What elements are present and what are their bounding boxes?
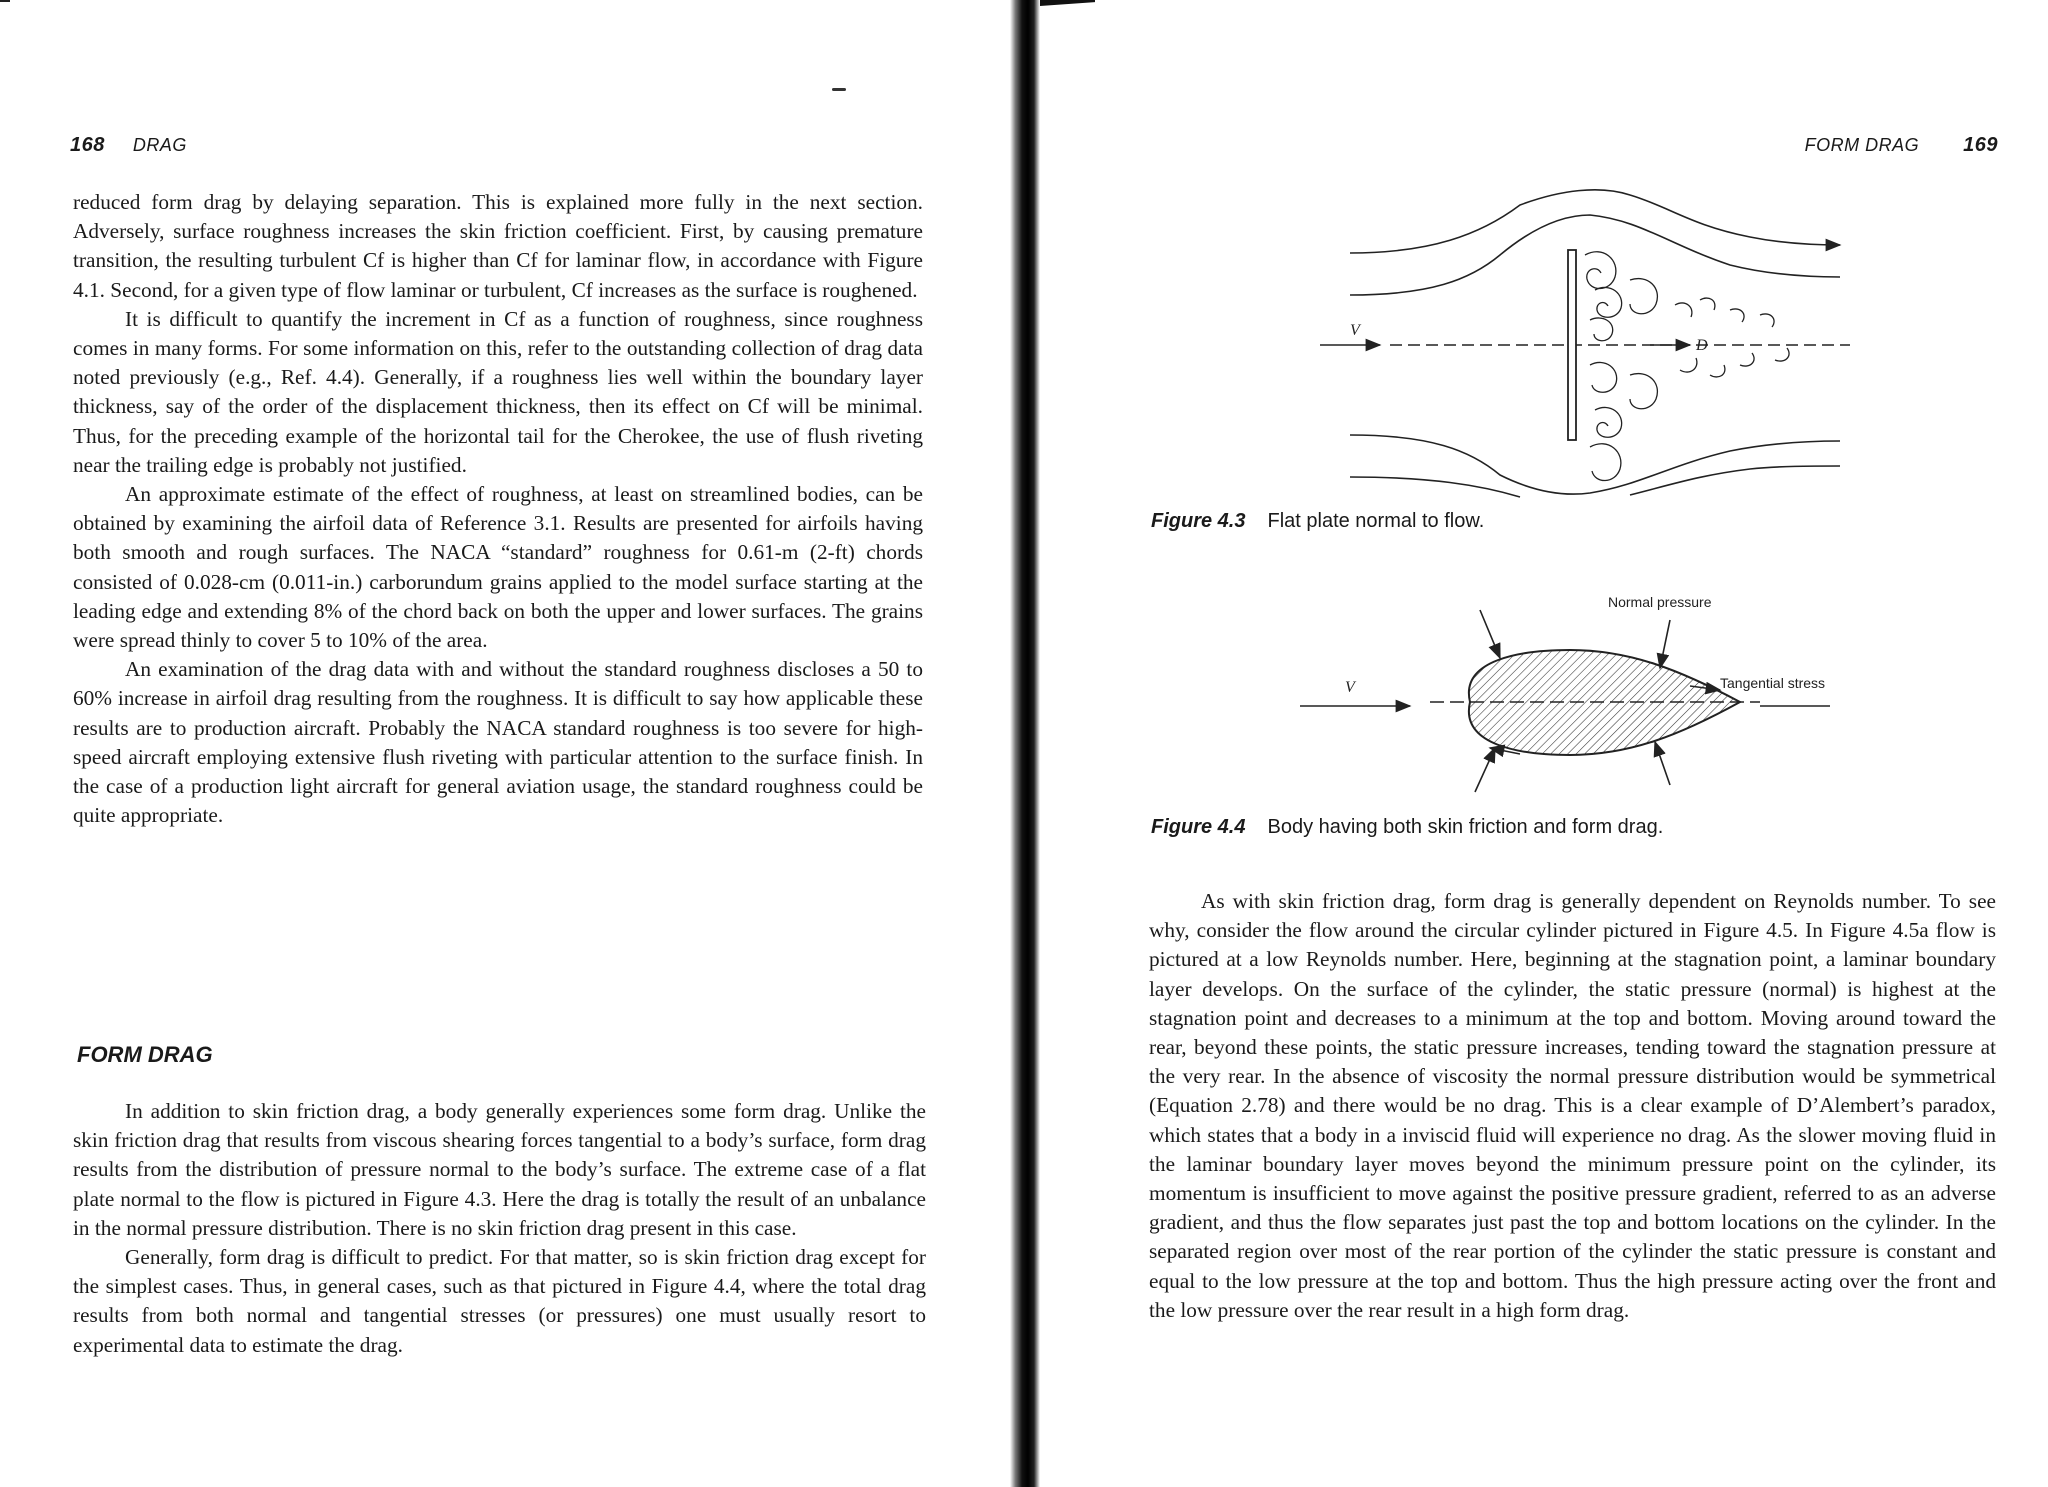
normal-pressure-arrow — [1660, 620, 1670, 668]
running-head-left — [70, 134, 187, 157]
streamline — [1350, 477, 1520, 497]
wake-eddy — [1680, 358, 1697, 372]
figure-4-3-d-label: D — [1696, 337, 1708, 354]
figure-4-3-number: Figure 4.3 — [1151, 510, 1246, 532]
wake-eddy — [1775, 348, 1789, 361]
wake-eddy — [1675, 303, 1692, 317]
running-title-right: FORM DRAG — [1804, 135, 1920, 155]
wake-vortex — [1585, 252, 1616, 289]
normal-pressure-arrow — [1480, 610, 1500, 658]
normal-pressure-arrow — [1655, 742, 1670, 785]
left-page — [0, 0, 1010, 1487]
flat-plate — [1568, 250, 1576, 440]
figure-4-4-caption-text: Body having both skin friction and form drag. — [1267, 816, 1664, 838]
wake-vortex — [1595, 407, 1622, 437]
streamline — [1630, 466, 1840, 495]
streamline — [1350, 215, 1840, 295]
wake-eddy — [1760, 314, 1774, 327]
wake-vortex — [1595, 287, 1622, 317]
section-heading-form-drag: FORM DRAG — [77, 1042, 213, 1067]
figure-4-3-caption-text: Flat plate normal to flow. — [1267, 510, 1485, 532]
figure-4-4-caption — [1151, 816, 1663, 839]
wake-eddy — [1700, 298, 1715, 310]
wake-eddy — [1710, 365, 1725, 377]
paragraph: An examination of the drag data with and without the standard roughness discloses a 50 to 60% increase in airfoil drag resulting from the roughness. It is difficult to say how applicable these results are to production aircraft. Probably the NACA standard roughness is too severe for high-speed aircraft employing extensive flush riveting with particular attention to the surface finish. In the case of a production light aircraft for general aviation usage, the standard roughness could be quite appropriate. — [73, 657, 923, 828]
left-text-block-top — [73, 188, 923, 830]
figure-4-4-body-diagram — [1290, 590, 1870, 800]
normal-pressure-arrow — [1475, 748, 1495, 792]
wake-vortex — [1590, 362, 1617, 392]
figure-4-3-caption — [1151, 510, 1484, 533]
book-gutter — [1010, 0, 1040, 1487]
figure-4-4-tangential-stress-label: Tangential stress — [1720, 675, 1826, 691]
figure-4-4-normal-pressure-label: Normal pressure — [1608, 594, 1712, 610]
paragraph: It is difficult to quantify the increment in Cf as a function of roughness, since roughness comes in many forms. For some information on this, refer to the outstanding collection of drag data noted previously (e.g., Ref. 4.4). Generally, if a roughness lies well within the boundary layer thickness, say of the order of the displacement thickness, then its effect on Cf will be minimal. Thus, for the preceding example of the horizontal tail for the Cherokee, the use of flush riveting near the trailing edge is probably not justified. — [73, 306, 923, 477]
paragraph: Generally, form drag is difficult to predict. For that matter, so is skin friction drag except for the simplest cases. Thus, in general cases, such as that pictured in Figure 4.4, where the total drag results from both normal and tangential stresses (or pressures) one must usually resort to experimental data to estimate the drag. — [73, 1245, 926, 1357]
figure-4-4-v-label: V — [1345, 679, 1355, 696]
wake-vortex — [1630, 279, 1657, 314]
wake-eddy — [1740, 353, 1754, 366]
paragraph: In addition to skin friction drag, a body generally experiences some form drag. Unlike the skin friction drag that results from viscous shearing forces tangential to a body’s surface, form drag results from the distribution of pressure normal to the body’s surface. The extreme case of a flat plate normal to the flow is pictured in Figure 4.3. Here the drag is totally the result of an unbalance in the normal pressure distribution. There is no skin friction drag present in this case. — [73, 1099, 926, 1240]
paragraph: reduced form drag by delaying separation. This is explained more fully in the next section. Adversely, surface roughness increases the skin friction coefficient. First, by causing premature transition, the resulting turbulent Cf is higher than Cf for laminar flow, in accordance with Figure 4.1. Second, for a given type of flow laminar or turbulent, Cf increases as the surface is roughened. — [73, 190, 923, 302]
paragraph: An approximate estimate of the effect of roughness, at least on streamlined bodies, can be obtained by examining the airfoil data of Reference 3.1. Results are presented for airfoils having both smooth and rough surfaces. The NACA “standard” roughness for 0.61-m (2-ft) chords consisted of 0.028-cm (0.011-in.) carborundum grains applied to the model surface starting at the leading edge and extending 8% of the chord back on both the upper and lower surfaces. The grains were spread thinly to cover 5 to 10% of the area. — [73, 482, 923, 653]
streamline — [1350, 190, 1840, 253]
running-head-right — [1805, 134, 1998, 157]
wake-eddy — [1730, 309, 1744, 322]
scan-speck — [832, 88, 846, 91]
streamline — [1350, 435, 1840, 494]
running-title-left: DRAG — [132, 135, 187, 155]
page-number-right: 169 — [1963, 134, 1998, 156]
left-text-block-bottom — [73, 1097, 926, 1360]
page-number-left: 168 — [70, 134, 105, 156]
paragraph: As with skin friction drag, form drag is generally dependent on Reynolds number. To see why, consider the flow around the circular cylinder pictured in Figure 4.5. In Figure 4.5a flow is pictured at a low Reynolds number. Here, beginning at the stagnation point, a laminar boundary layer develops. On the surface of the cylinder, the static pressure (normal) is highest at the stagnation point and decreases to a minimum at the top and bottom. Moving around toward the rear, beyond these points, the static pressure increases, tending toward the stagnation pressure at the very rear. In the absence of viscosity the normal pressure distribution would be symmetrical (Equation 2.78) and there would be no drag. This is a clear example of D’Alembert’s paradox, which states that a body in a inviscid fluid will experience no drag. As the slower moving fluid in the laminar boundary layer moves beyond the minimum pressure point on the cylinder, its momentum is insufficient to move against the positive pressure gradient, referred to as an adverse gradient, and thus the flow separates just past the top and bottom locations on the cylinder. In the separated region over most of the rear portion of the cylinder the static pressure is constant and equal to the low pressure at the top and bottom. Thus the high pressure acting over the front and the low pressure over the rear result in a high form drag. — [1149, 889, 1996, 1322]
wake-vortex — [1630, 374, 1657, 409]
wake-vortex — [1590, 444, 1621, 481]
right-text-block — [1149, 887, 1996, 1325]
figure-4-4-number: Figure 4.4 — [1151, 816, 1246, 838]
figure-4-3-flat-plate-diagram — [1310, 185, 1850, 500]
wake-vortex — [1590, 318, 1613, 341]
figure-4-3-v-label: V — [1350, 322, 1360, 339]
